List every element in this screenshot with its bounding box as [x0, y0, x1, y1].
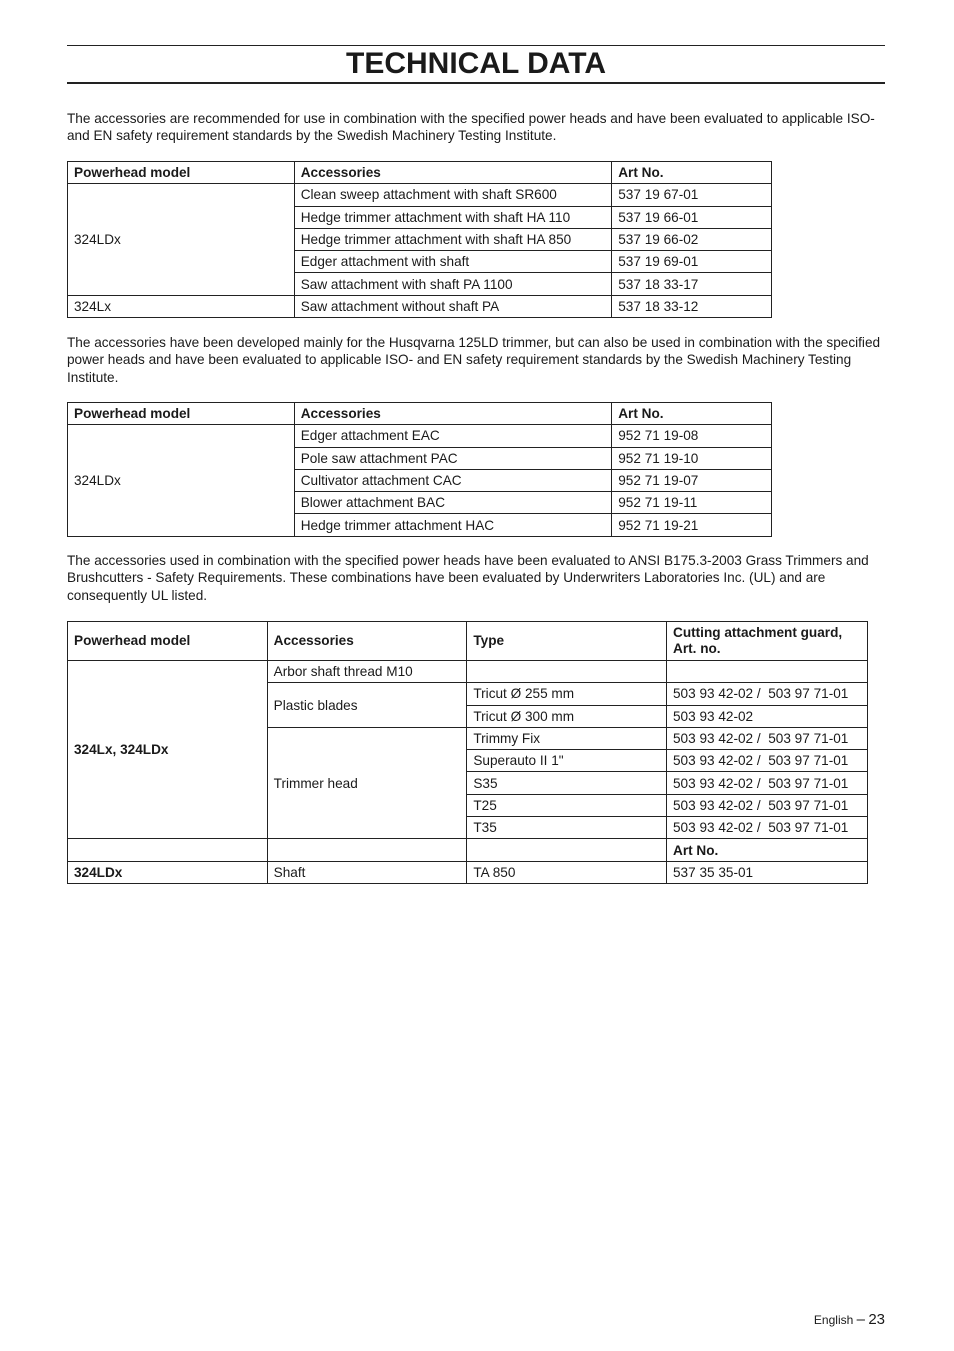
intro-paragraph-3: The accessories used in combination with the specified power heads have been evaluated to ANSI B175.3-2003 Grass Trimmers and Brushcutters - Safety Requirements. These combinations have been evaluated by Underwriters Laboratories Inc. (UL) and are consequently UL listed.	[67, 553, 869, 603]
footer-separator: –	[856, 1311, 865, 1328]
model-cell: 324Lx, 324LDx	[68, 661, 268, 839]
accessory-cell: Clean sweep attachment with shaft SR600	[294, 184, 612, 206]
type-cell: Superauto II 1"	[467, 750, 667, 772]
table-row	[68, 295, 772, 317]
footer-language: English	[813, 1313, 854, 1327]
table-row	[68, 861, 868, 883]
art-no-cell: 952 71 19-21	[612, 514, 772, 536]
accessory-cell: Cultivator attachment CAC	[294, 469, 612, 491]
art-no-cell: 537 18 33-17	[612, 273, 772, 295]
accessory-cell: Plastic blades	[267, 683, 467, 728]
art-no-cell: 537 19 69-01	[612, 251, 772, 273]
table-header-row	[68, 162, 772, 184]
model-cell: 324LDx	[68, 184, 295, 295]
accessory-cell: Trimmer head	[267, 727, 467, 838]
accessory-cell: Edger attachment with shaft	[294, 251, 612, 273]
table-subheader-row	[68, 839, 868, 861]
empty-cell	[467, 839, 667, 861]
header-art-no: Art No.	[612, 162, 772, 184]
table-header-row	[68, 622, 868, 661]
type-cell: Tricut Ø 255 mm	[467, 683, 667, 705]
accessory-cell: Saw attachment without shaft PA	[294, 295, 612, 317]
model-cell: 324LDx	[68, 861, 268, 883]
art-no-subheader: Art No.	[667, 839, 868, 861]
header-type: Type	[467, 622, 667, 661]
accessory-cell: Arbor shaft thread M10	[267, 661, 467, 683]
type-cell: Trimmy Fix	[467, 727, 667, 749]
guard-cell: 503 93 42-02 / 503 97 71-01	[667, 794, 868, 816]
guard-cell: 503 93 42-02 / 503 97 71-01	[667, 727, 868, 749]
guard-cell: 503 93 42-02 / 503 97 71-01	[667, 750, 868, 772]
header-accessories: Accessories	[294, 403, 612, 425]
accessory-cell: Shaft	[267, 861, 467, 883]
guard-cell	[667, 661, 868, 683]
accessory-cell: Blower attachment BAC	[294, 492, 612, 514]
accessory-cell: Hedge trimmer attachment with shaft HA 110	[294, 206, 612, 228]
type-cell: T25	[467, 794, 667, 816]
art-no-cell: 537 35 35-01	[667, 861, 868, 883]
header-powerhead-model: Powerhead model	[68, 622, 268, 661]
page-title-bar	[67, 45, 885, 84]
type-cell	[467, 661, 667, 683]
header-accessories: Accessories	[267, 622, 467, 661]
art-no-cell: 952 71 19-10	[612, 447, 772, 469]
page-number: 23	[868, 1311, 885, 1328]
accessory-cell: Edger attachment EAC	[294, 425, 612, 447]
accessories-table-2	[67, 402, 772, 537]
accessory-cell: Saw attachment with shaft PA 1100	[294, 273, 612, 295]
art-no-cell: 537 18 33-12	[612, 295, 772, 317]
art-no-cell: 952 71 19-07	[612, 469, 772, 491]
type-cell: Tricut Ø 300 mm	[467, 705, 667, 727]
guard-cell: 503 93 42-02 / 503 97 71-01	[667, 817, 868, 839]
art-no-cell: 952 71 19-08	[612, 425, 772, 447]
header-powerhead-model: Powerhead model	[68, 162, 295, 184]
art-no-cell: 952 71 19-11	[612, 492, 772, 514]
guard-cell: 503 93 42-02	[667, 705, 868, 727]
art-no-cell: 537 19 66-01	[612, 206, 772, 228]
guard-cell: 503 93 42-02 / 503 97 71-01	[667, 683, 868, 705]
header-accessories: Accessories	[294, 162, 612, 184]
page-title: TECHNICAL DATA	[346, 47, 606, 80]
art-no-cell: 537 19 66-02	[612, 228, 772, 250]
page-footer	[814, 1311, 885, 1328]
table-row	[68, 661, 868, 683]
type-cell: T35	[467, 817, 667, 839]
art-no-cell: 537 19 67-01	[612, 184, 772, 206]
accessories-table-3	[67, 621, 868, 884]
accessory-cell: Pole saw attachment PAC	[294, 447, 612, 469]
intro-paragraph-1: The accessories are recommended for use in combination with the specified power heads and have been evaluated to applicable ISO- and EN safety requirement standards by the Swedish Machinery Testing Institute.	[67, 111, 875, 144]
intro-paragraph-2: The accessories have been developed mainly for the Husqvarna 125LD trimmer, but can also be used in combination with the specified power heads and have been evaluated to applicable ISO- and EN safety requirement standards by the Swedish Machinery Testing Institute.	[67, 335, 881, 385]
table-row	[68, 425, 772, 447]
model-cell: 324Lx	[68, 295, 295, 317]
header-powerhead-model: Powerhead model	[68, 403, 295, 425]
accessory-cell: Hedge trimmer attachment with shaft HA 850	[294, 228, 612, 250]
empty-cell	[68, 839, 268, 861]
guard-cell: 503 93 42-02 / 503 97 71-01	[667, 772, 868, 794]
accessory-cell: Hedge trimmer attachment HAC	[294, 514, 612, 536]
header-guard-art-no: Cutting attachment guard, Art. no.	[667, 622, 868, 661]
accessories-table-1	[67, 161, 772, 318]
type-cell: TA 850	[467, 861, 667, 883]
empty-cell	[267, 839, 467, 861]
table-header-row	[68, 403, 772, 425]
header-art-no: Art No.	[612, 403, 772, 425]
table-row	[68, 184, 772, 206]
model-cell: 324LDx	[68, 425, 295, 536]
type-cell: S35	[467, 772, 667, 794]
